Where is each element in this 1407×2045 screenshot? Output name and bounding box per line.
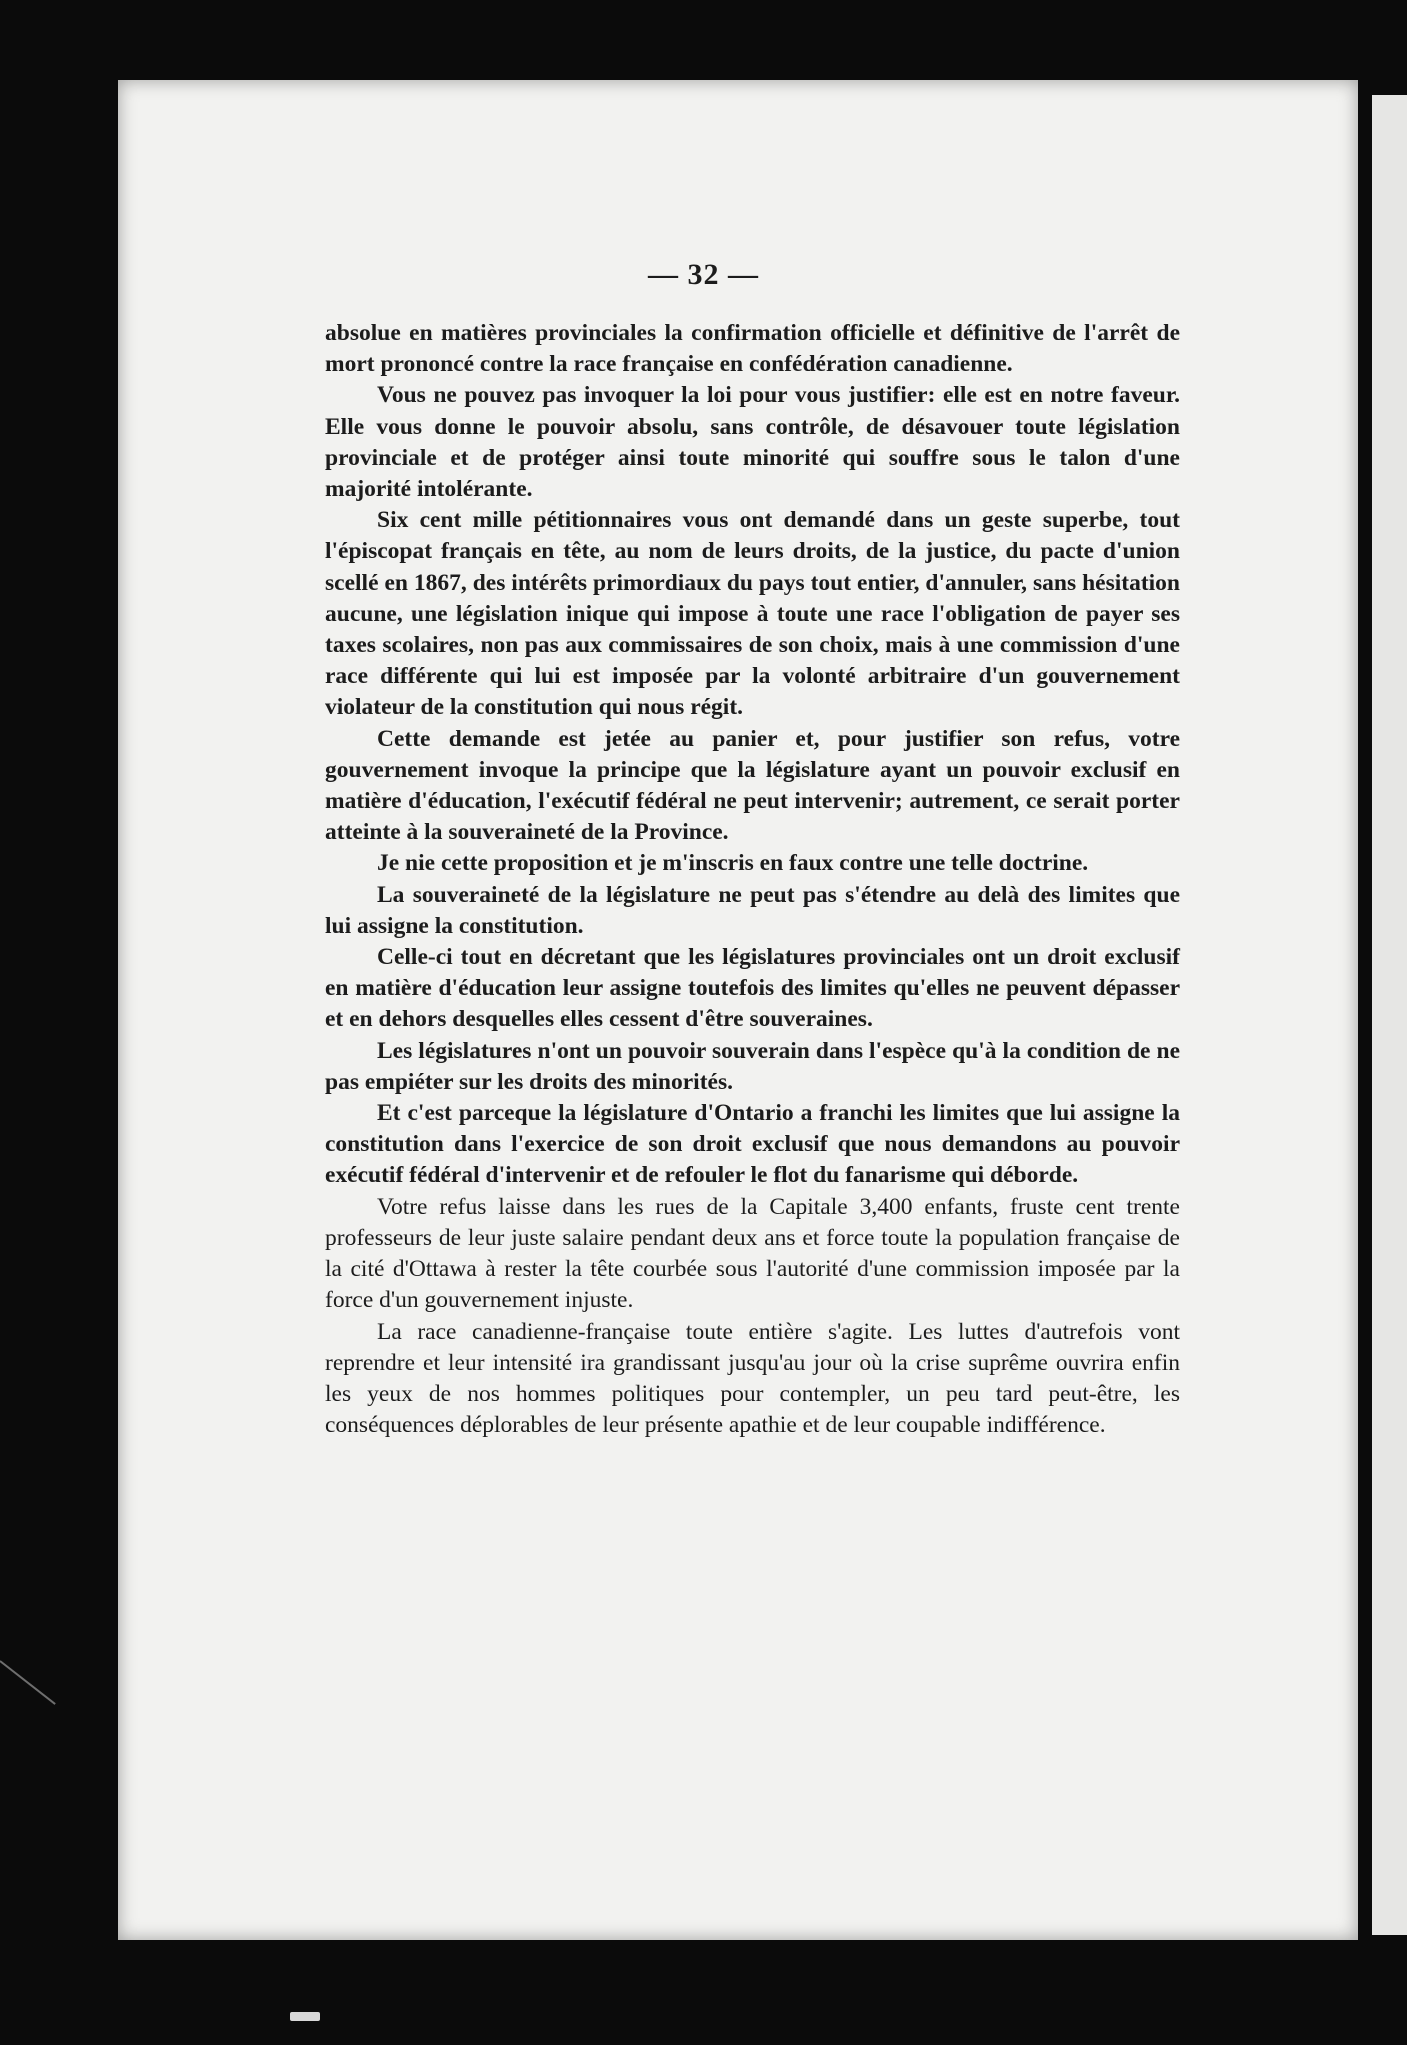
- paragraph: Je nie cette proposition et je m'inscris en faux contre une telle doctrine.: [377, 850, 1089, 877]
- page-number: — 32 —: [648, 258, 759, 291]
- paragraph: Celle-ci tout en décretant que les législatures provinciales ont un droit exclusif en matière d'éducation leur assigne toutefois des limites qu'elles ne peuvent dépasser et en dehors desquelles elles cessent d'être souveraines.: [325, 944, 1180, 1033]
- paragraph: Votre refus laisse dans les rues de la Capitale 3,400 enfants, fruste cent trente professeurs de leur juste salaire pendant deux ans et force toute la population française de la cité d'Ottawa à rester la tête courbée sous l'autorité d'une commission imposée par la force d'un gouvernement injuste.: [325, 1193, 1180, 1314]
- adjacent-page-edge: [1372, 95, 1407, 1935]
- paragraph: Et c'est parceque la législature d'Ontario a franchi les limites que lui assigne la constitution dans l'exercice de son droit exclusif que nous demandons au pouvoir exécutif fédéral d'intervenir et de refouler le flot du fanarisme qui déborde.: [325, 1100, 1180, 1189]
- scan-mark: [290, 2012, 320, 2021]
- scan-corner-line: [0, 1660, 56, 1705]
- paragraph: Vous ne pouvez pas invoquer la loi pour vous justifier: elle est en notre faveur. Elle vous donne le pouvoir absolu, sans contrôle, de désavouer toute législation provinciale et de protéger ainsi toute minorité qui souffre sous le talon d'une majorité intolérante.: [325, 382, 1180, 503]
- paragraph: absolue en matières provinciales la confirmation officielle et définitive de l'arrêt de mort prononcé contre la race française en confédération canadienne.: [325, 320, 1180, 378]
- body-text: [325, 318, 1180, 1441]
- paragraph: Cette demande est jetée au panier et, pour justifier son refus, votre gouvernement invoque la principe que la législature ayant un pouvoir exclusif en matière d'éducation, l'exécutif fédéral ne peut intervenir; autrement, ce serait porter atteinte à la souveraineté de la Province.: [325, 725, 1180, 846]
- paragraph: La souveraineté de la législature ne peut pas s'étendre au delà des limites que lui assigne la constitution.: [325, 881, 1180, 939]
- paragraph: Six cent mille pétitionnaires vous ont demandé dans un geste superbe, tout l'épiscopat français en tête, au nom de leurs droits, de la justice, du pacte d'union scellé en 1867, des intérêts primordiaux du pays tout entier, d'annuler, sans hésitation aucune, une législation inique qui impose à toute une race l'obligation de payer ses taxes scolaires, non pas aux commissaires de son choix, mais à une commission d'une race différente qui lui est imposée par la volonté arbitraire d'un gouvernement violateur de la constitution qui nous régit.: [325, 507, 1180, 721]
- paragraph: Les législatures n'ont un pouvoir souverain dans l'espèce qu'à la condition de ne pas empiéter sur les droits des minorités.: [325, 1037, 1180, 1095]
- paragraph: La race canadienne-française toute entière s'agite. Les luttes d'autrefois vont reprendre et leur intensité ira grandissant jusqu'au jour où la crise suprême ouvrira enfin les yeux de nos hommes politiques pour contempler, un peu tard peut-être, les conséquences déplorables de leur présente apathie et de leur coupable indifférence.: [325, 1318, 1180, 1439]
